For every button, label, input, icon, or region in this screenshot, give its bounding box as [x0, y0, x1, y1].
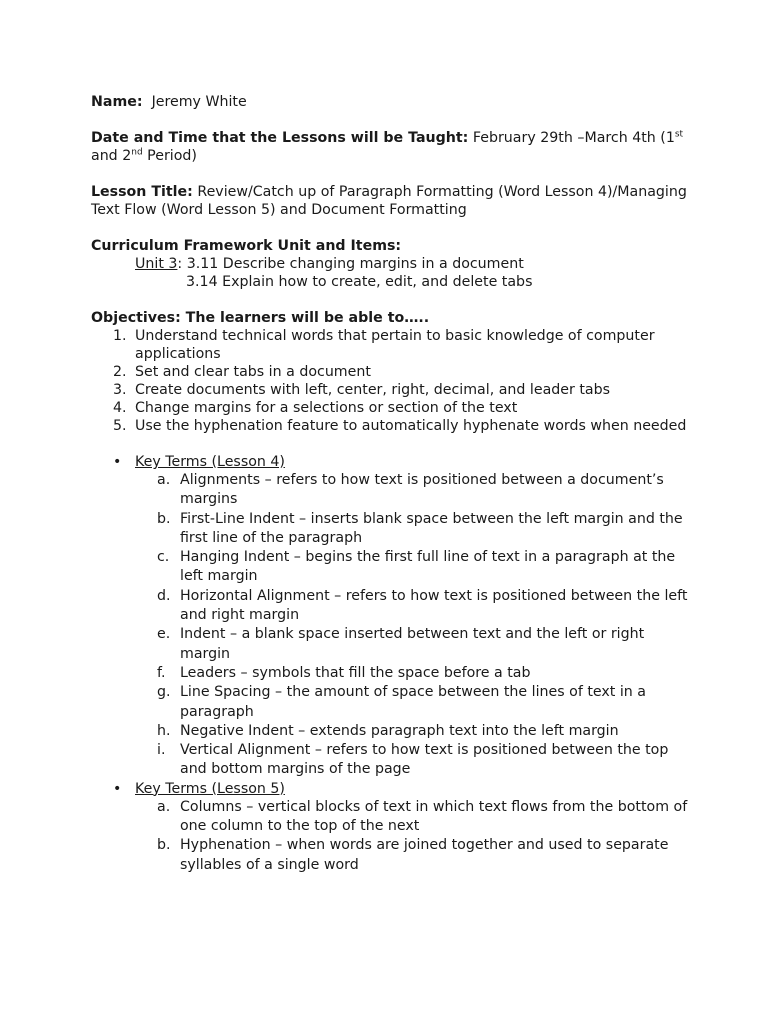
list-marker: a.: [157, 798, 171, 815]
list-marker: a.: [157, 472, 171, 488]
key-terms-5-title: Key Terms (Lesson 5): [135, 780, 285, 797]
date-time-value-b: and 2: [91, 148, 132, 164]
bullet-icon: •: [113, 454, 122, 470]
list-item-text: Negative Indent – extends paragraph text into the left margin: [180, 722, 619, 739]
key-term-item: [91, 510, 691, 549]
key-term-item: [91, 664, 691, 683]
list-item-text: Use the hyphenation feature to automatically hyphenate words when needed: [135, 418, 687, 434]
list-item-text: Set and clear tabs in a document: [135, 364, 371, 380]
list-marker: 1.: [113, 328, 127, 344]
list-marker: b.: [157, 837, 171, 854]
date-time-value-c: Period): [142, 148, 197, 164]
key-term-item: [91, 587, 691, 626]
list-marker: i.: [157, 742, 166, 759]
list-item-text: Alignments – refers to how text is positioned between a document’s margins: [180, 472, 664, 508]
list-marker: c.: [157, 549, 170, 566]
lesson-title-line: [91, 183, 691, 219]
objective-item: [91, 381, 691, 399]
date-time-line: [91, 129, 691, 165]
list-item-text: Leaders – symbols that fill the space before a tab: [180, 664, 531, 681]
list-marker: 2.: [113, 364, 127, 380]
list-marker: f.: [157, 664, 166, 681]
date-time-label: Date and Time that the Lessons will be Taught:: [91, 130, 469, 146]
list-item-text: Create documents with left, center, right, decimal, and leader tabs: [135, 382, 611, 398]
objective-item: [91, 327, 691, 363]
list-marker: h.: [157, 722, 171, 739]
list-item-text: Indent – a blank space inserted between text and the left or right margin: [180, 626, 645, 662]
list-marker: 4.: [113, 400, 127, 416]
key-term-item: [91, 683, 691, 722]
name-label: Name:: [91, 94, 143, 110]
key-term-item: [91, 722, 691, 741]
key-terms-4-list: [91, 471, 691, 780]
list-marker: 5.: [113, 418, 127, 434]
curriculum-unit: Unit 3: [135, 256, 178, 272]
bullet-icon: •: [113, 780, 122, 797]
lesson-title-value: Review/Catch up of Paragraph Formatting (Word Lesson 4)/Managing Text Flow (Word Lesson 5) and Document Formatting: [91, 184, 687, 218]
list-item-text: Understand technical words that pertain to basic knowledge of computer applications: [135, 328, 655, 362]
list-marker: b.: [157, 510, 171, 527]
lesson-plan-document: [91, 93, 691, 875]
curriculum-label: Curriculum Framework Unit and Items:: [91, 238, 402, 254]
objective-item: [91, 363, 691, 381]
list-marker: g.: [157, 684, 171, 701]
list-marker: 3.: [113, 382, 127, 398]
key-terms-4-header: [91, 453, 691, 471]
list-item-text: Vertical Alignment – refers to how text is positioned between the top and bottom margins of the page: [180, 742, 669, 778]
lesson-title-label: Lesson Title:: [91, 184, 193, 200]
name-line: [91, 93, 691, 111]
list-item-text: Hyphenation – when words are joined together and used to separate syllables of a single word: [180, 837, 669, 873]
list-item-text: Hanging Indent – begins the first full line of text in a paragraph at the left margin: [180, 549, 676, 585]
objective-item: [91, 417, 691, 435]
date-time-sup-1: st: [674, 129, 684, 140]
date-time-value-a: February 29th –March 4th (1: [472, 130, 675, 146]
key-terms-5-list: [91, 798, 691, 875]
key-term-item: [91, 548, 691, 587]
key-terms-5-header: [91, 780, 691, 798]
list-item-text: Line Spacing – the amount of space between the lines of text in a paragraph: [180, 684, 646, 720]
objectives-label: Objectives: The learners will be able to…..: [91, 310, 430, 326]
key-term-item: [91, 471, 691, 510]
key-term-item: [91, 741, 691, 780]
list-item-text: First-Line Indent – inserts blank space between the left margin and the first line of the paragraph: [180, 510, 683, 546]
list-item-text: Change margins for a selections or section of the text: [135, 400, 518, 416]
list-item-text: Horizontal Alignment – refers to how text is positioned between the left and right margin: [180, 587, 688, 624]
name-value: Jeremy White: [151, 94, 247, 110]
date-time-sup-2: nd: [131, 147, 143, 158]
objective-item: [91, 399, 691, 417]
list-marker: e.: [157, 626, 171, 643]
key-term-item: [91, 836, 691, 875]
list-item-text: Columns – vertical blocks of text in which text flows from the bottom of one column to the top of the next: [180, 798, 688, 835]
curriculum-item-1: Unit 3: 3.11 Describe changing margins in a document: [135, 256, 524, 272]
objectives-list: [91, 327, 691, 435]
key-terms-4-title: Key Terms (Lesson 4): [135, 454, 285, 470]
key-term-item: [91, 625, 691, 664]
list-marker: d.: [157, 587, 171, 604]
curriculum-item-2: 3.14 Explain how to create, edit, and delete tabs: [186, 274, 533, 290]
key-term-item: [91, 798, 691, 837]
